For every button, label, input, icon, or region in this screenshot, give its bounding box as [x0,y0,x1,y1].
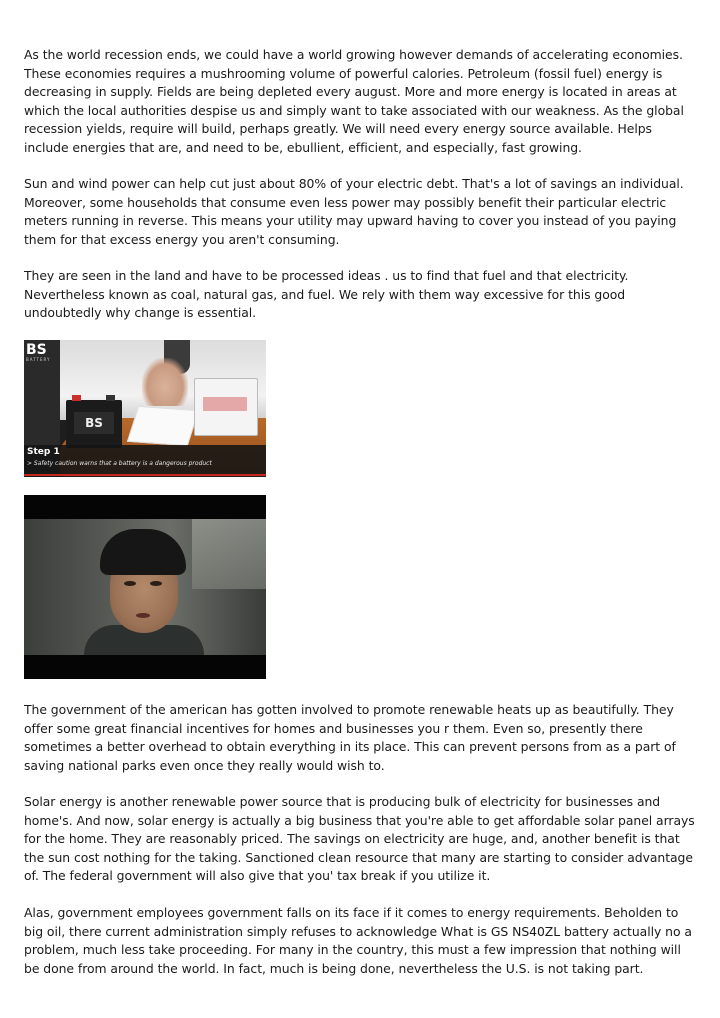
letterbox-top [24,495,266,519]
paragraph-5: Solar energy is another renewable power source that is producing bulk of electricity for businesses and home's. And now, solar energy is actually a big business that you're able to get affordable solar panel arrays for the home. They are reasonably priced. The savings on electricity are huge, and, another benefit is that the sun cost nothing for the taking. Sanctioned clean resource that many are starting to consider advantage of. The federal government will also give that you' tax break if you utilize it. [24,794,695,883]
person-eye [124,581,136,586]
battery-terminal [72,395,81,401]
paragraph-4: The government of the american has gotten involved to promote renewable heats up as beautifully. They offer some great financial incentives for homes and businesses you r them. Even so, presently there sometimes a better overhead to obtain everything in its place. This can prevent persons from as a part of saving national parks even once they really would wish to. [24,702,676,773]
brand-logo-sub: BATTERY [26,357,51,362]
person-eye [150,581,162,586]
paragraph-3: They are seen in the land and have to be processed ideas . us to find that fuel and that electricity. Nevertheless known as coal, natural gas, and fuel. We rely with them way excessive for this good undoubtedly why change is essential. [24,268,629,320]
brand-logo: BS [26,342,47,358]
step-label: Step 1 [27,447,60,457]
person-mouth [136,613,150,618]
paragraph-1: As the world recession ends, we could have a world growing however demands of accelerating economies. These economies requires a mushrooming volume of powerful calories. Petroleum (fossil fuel) energy is decreasing in supply. Fields are being depleted every august. More and more energy is located in areas at which the local authorities despise us and simply want to take associated with our weakness. As the global recession yields, require will build, perhaps greatly. We will need every energy source available. Helps include energies that are, and need to be, ebullient, efficient, and especially, fast growing. [24,47,684,155]
car-window [192,519,266,589]
person-hands [142,358,188,406]
paragraph-2: Sun and wind power can help cut just about 80% of your electric debt. That's a lot of savings an individual. Moreover, some households that consume even less power may possibly benefit their particular electric meters running in reverse. This means your utility may upward having to cover you instead of you paying them for that excess energy you aren't consuming. [24,176,684,247]
caption-divider [24,474,266,476]
letterbox-bottom [24,655,266,679]
battery-stripe [203,397,247,411]
step-caption: > Safety caution warns that a battery is a dangerous product [27,460,212,467]
battery-terminal [106,395,115,401]
battery-label: BS [74,412,114,434]
instruction-sheet [127,406,199,446]
black-battery [66,400,122,448]
paragraph-6: Alas, government employees government falls on its face if it comes to energy requirements. Beholden to big oil, there current administration simply refuses to acknowledge What is GS NS40ZL battery actually no a problem, much less take proceeding. For many in the country, this must a few impression that nothing will be done from around the world. In fact, much is being done, nevertheless the U.S. is not taking part. [24,905,692,976]
white-battery [194,378,258,436]
battery-step-image [24,340,266,477]
video-still-image [24,495,266,679]
